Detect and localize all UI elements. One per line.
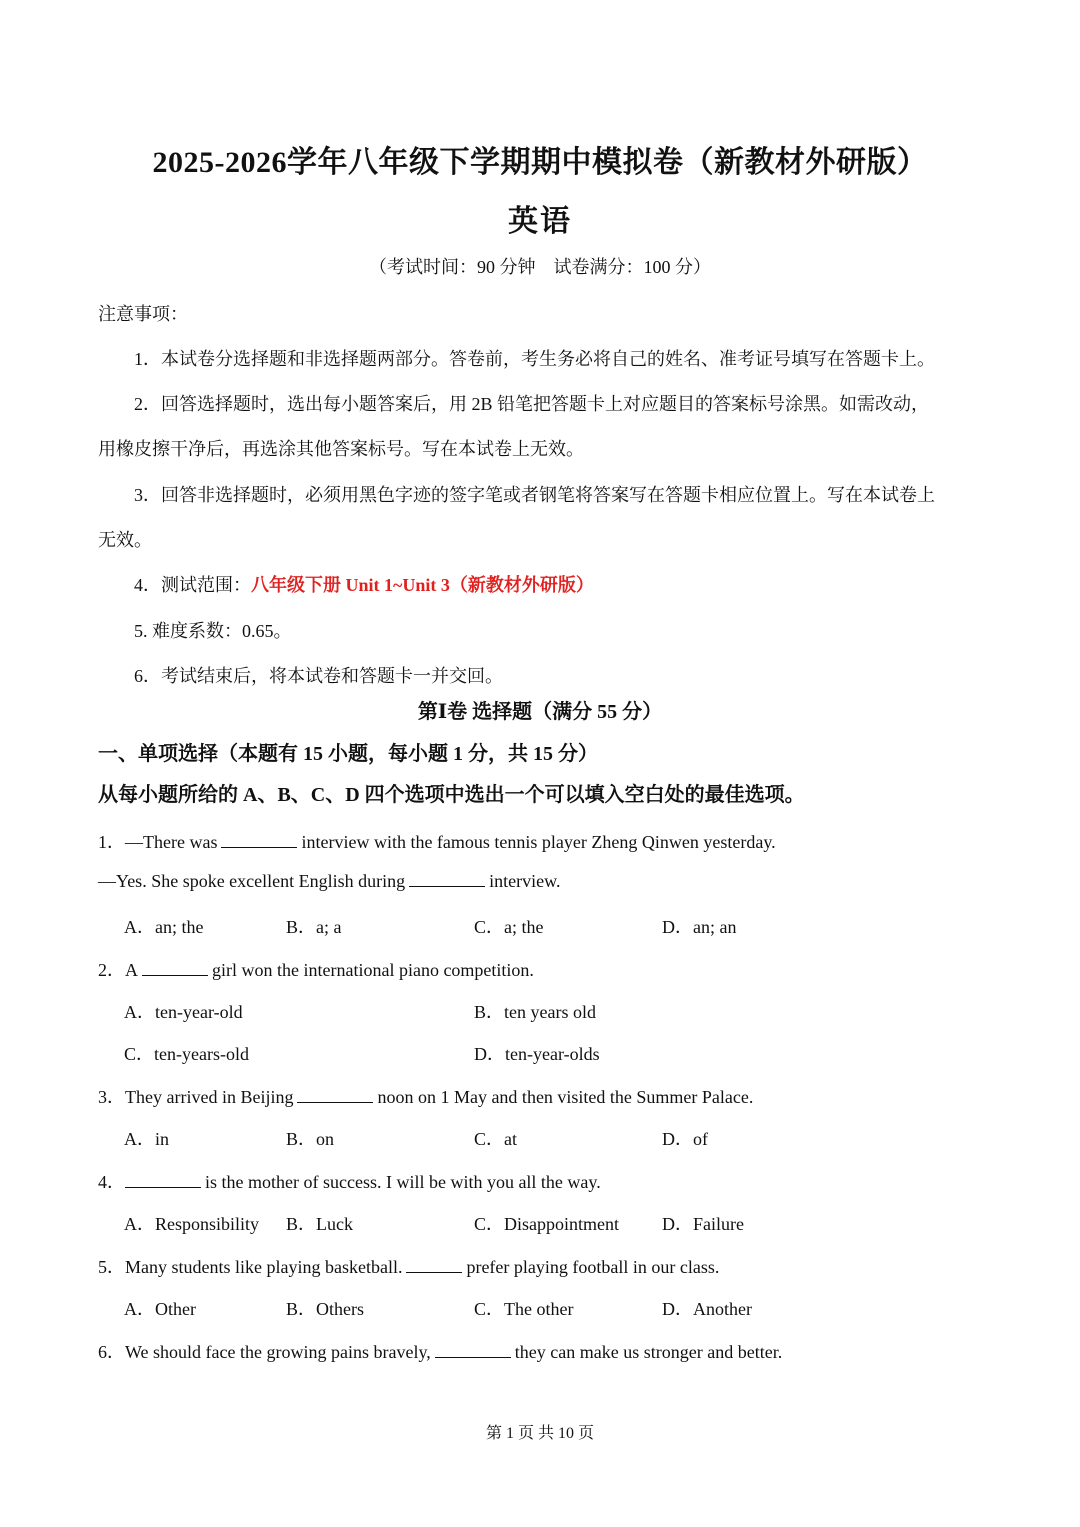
note-item-4: [134, 571, 594, 597]
question-number: 2．: [98, 960, 125, 980]
question-number: 5．: [98, 1257, 125, 1277]
question-text: they can make us stronger and better.: [514, 1342, 783, 1362]
question-6: [98, 1338, 782, 1364]
note-item-1: 1．本试卷分选择题和非选择题两部分。答卷前，考生务必将自己的姓名、准考证号填写在答题卡上。: [134, 349, 935, 369]
answer-blank: [221, 831, 297, 848]
page-title: 2025-2026学年八年级下学期期中模拟卷（新教材外研版）: [152, 146, 928, 179]
note-item-2-line-1: 2．回答选择题时，选出每小题答案后，用 2B 铅笔把答题卡上对应题目的答案标号涂黑。如需改动，: [134, 394, 930, 414]
exam-time-info: （考试时间：90 分钟 试卷满分：100 分）: [369, 257, 711, 277]
option-a[interactable]: A．ten-year-old: [124, 1002, 243, 1022]
question-text: noon on 1 May and then visited the Summer Palace.: [377, 1087, 754, 1107]
question-number: 6．: [98, 1342, 125, 1362]
note-item-5: 5. 难度系数：0.65。: [134, 621, 292, 641]
option-d[interactable]: D．ten-year-olds: [474, 1044, 600, 1064]
question-text: interview with the famous tennis player Zheng Qinwen yesterday.: [301, 832, 776, 852]
option-b[interactable]: B．ten years old: [474, 1002, 596, 1022]
question-text: They arrived in Beijing: [125, 1087, 294, 1107]
option-a[interactable]: A．in: [124, 1129, 169, 1149]
option-a[interactable]: A．Other: [124, 1299, 196, 1319]
option-a[interactable]: A．an; the: [124, 917, 204, 937]
option-d[interactable]: D．of: [662, 1129, 708, 1149]
option-d[interactable]: D．Another: [662, 1299, 752, 1319]
part-1-instruction: 从每小题所给的 A、B、C、D 四个选项中选出一个可以填入空白处的最佳选项。: [98, 784, 805, 806]
option-b[interactable]: B．Luck: [286, 1214, 353, 1234]
option-c[interactable]: C．ten-years-old: [124, 1044, 249, 1064]
option-d[interactable]: D．Failure: [662, 1214, 744, 1234]
question-number: 4．: [98, 1172, 125, 1192]
option-b[interactable]: B．a; a: [286, 917, 342, 937]
subject-title: 英语: [508, 205, 572, 238]
note-item-6: 6．考试结束后，将本试卷和答题卡一并交回。: [134, 666, 503, 686]
test-scope: 八年级下册 Unit 1~Unit 3（新教材外研版）: [251, 575, 594, 595]
question-text: prefer playing football in our class.: [466, 1257, 720, 1277]
answer-blank: [297, 1086, 373, 1103]
page-number: 第 1 页 共 10 页: [485, 1425, 594, 1442]
option-a[interactable]: A．Responsibility: [124, 1214, 260, 1234]
question-text: —There was: [125, 832, 218, 852]
option-d[interactable]: D．an; an: [662, 917, 737, 937]
note-item-3-line-2: 无效。: [98, 530, 152, 550]
question-text: Many students like playing basketball.: [125, 1257, 403, 1277]
question-text: We should face the growing pains bravely,: [125, 1342, 431, 1362]
section-heading: 第Ⅰ卷 选择题（满分 55 分）: [417, 701, 663, 723]
note-item-3-line-1: 3．回答非选择题时，必须用黑色字迹的签字笔或者钢笔将答案写在答题卡相应位置上。写在本试卷上: [134, 485, 935, 505]
question-1: [98, 828, 776, 854]
part-1-title: 一、单项选择（本题有 15 小题，每小题 1 分，共 15 分）: [98, 743, 598, 765]
answer-blank: [409, 870, 485, 887]
question-text: —Yes. She spoke excellent English during: [98, 871, 406, 891]
option-c[interactable]: C．at: [474, 1129, 517, 1149]
option-b[interactable]: B．on: [286, 1129, 335, 1149]
option-b[interactable]: B．Others: [286, 1299, 364, 1319]
question-text: A: [125, 960, 138, 980]
note-item-4-label: 4．测试范围：: [134, 575, 251, 595]
question-1-line-2: [98, 870, 560, 892]
question-3: [98, 1083, 753, 1109]
note-item-2-line-2: 用橡皮擦干净后，再选涂其他答案标号。写在本试卷上无效。: [98, 439, 584, 459]
option-c[interactable]: C．a; the: [474, 917, 544, 937]
question-2: [98, 956, 534, 982]
question-5: [98, 1253, 719, 1279]
question-number: 3．: [98, 1087, 125, 1107]
question-4: [98, 1168, 601, 1194]
notes-heading: 注意事项：: [98, 304, 188, 324]
question-text: girl won the international piano competition.: [212, 960, 534, 980]
answer-blank: [142, 959, 208, 976]
question-text: interview.: [489, 871, 561, 891]
answer-blank: [125, 1171, 201, 1188]
answer-blank: [406, 1256, 462, 1273]
option-c[interactable]: C．The other: [474, 1299, 574, 1319]
answer-blank: [435, 1341, 511, 1358]
option-c[interactable]: C．Disappointment: [474, 1214, 619, 1234]
question-number: 1．: [98, 832, 125, 852]
question-text: is the mother of success. I will be with you all the way.: [205, 1172, 601, 1192]
